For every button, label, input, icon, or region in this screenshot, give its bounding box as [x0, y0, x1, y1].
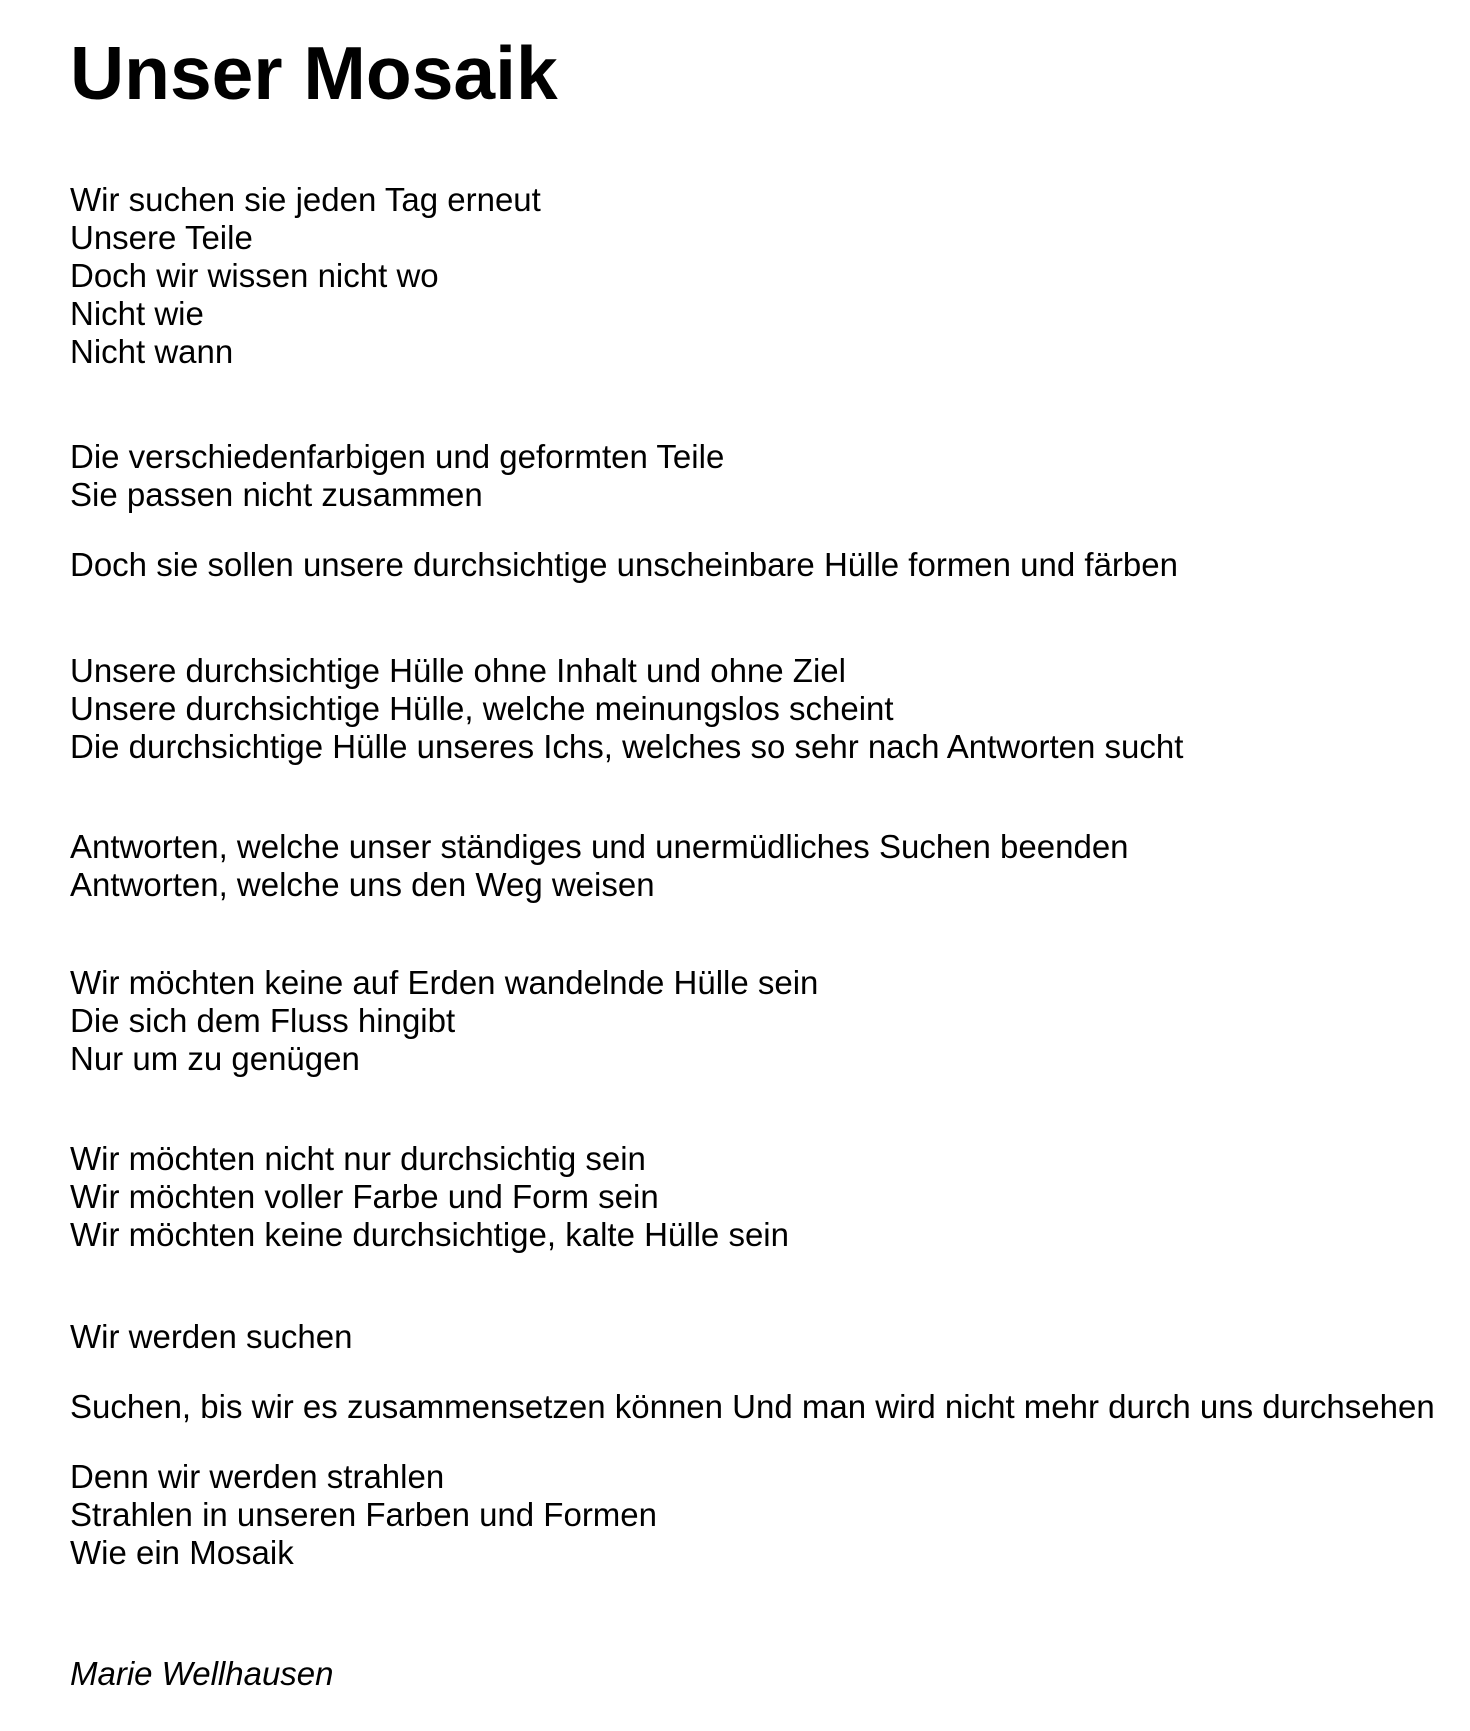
poem-line: Strahlen in unseren Farben und Formen [70, 1496, 658, 1533]
poem-line: Denn wir werden strahlen [70, 1458, 445, 1495]
poem-line: Suchen, bis wir es zusammensetzen können Und man wird nicht mehr durch uns durchsehen [70, 1388, 1435, 1425]
poem-line: Nur um zu genügen [70, 1040, 360, 1077]
poem-line: Nicht wann [70, 333, 234, 370]
poem-line: Wir möchten voller Farbe und Form sein [70, 1178, 659, 1215]
stanza-3 [70, 546, 1410, 584]
poem-line: Sie passen nicht zusammen [70, 476, 483, 513]
stanza-9 [70, 1388, 1435, 1426]
poem-line: Unsere durchsichtige Hülle ohne Inhalt und ohne Ziel [70, 652, 846, 689]
poem-line: Wir möchten keine durchsichtige, kalte Hülle sein [70, 1216, 789, 1253]
poem-line: Doch sie sollen unsere durchsichtige unscheinbare Hülle formen und färben [70, 546, 1178, 583]
poem-line: Wir suchen sie jeden Tag erneut [70, 181, 541, 218]
poem-line: Wir möchten nicht nur durchsichtig sein [70, 1140, 646, 1177]
poem-line: Die verschiedenfarbigen und geformten Teile [70, 438, 725, 475]
poem-line: Die durchsichtige Hülle unseres Ichs, welches so sehr nach Antworten sucht [70, 728, 1184, 765]
poem-line: Nicht wie [70, 295, 204, 332]
stanza-4 [70, 652, 1410, 766]
poem-line: Wie ein Mosaik [70, 1534, 294, 1571]
stanza-8 [70, 1318, 1410, 1356]
poem-line: Die sich dem Fluss hingibt [70, 1002, 456, 1039]
stanza-1 [70, 181, 1410, 371]
page-title: Unser Mosaik [70, 31, 558, 115]
stanza-10 [70, 1458, 1410, 1572]
poem-line: Wir werden suchen [70, 1318, 353, 1355]
stanza-6 [70, 964, 1410, 1078]
poem-line: Unsere durchsichtige Hülle, welche meinungslos scheint [70, 690, 894, 727]
poem-line: Wir möchten keine auf Erden wandelnde Hülle sein [70, 964, 819, 1001]
stanza-7 [70, 1140, 1410, 1254]
poem-line: Unsere Teile [70, 219, 253, 256]
poem-line: Doch wir wissen nicht wo [70, 257, 439, 294]
author-credit: Marie Wellhausen [70, 1655, 334, 1692]
poem-line: Antworten, welche uns den Weg weisen [70, 866, 655, 903]
stanza-5 [70, 828, 1410, 904]
poem-line: Antworten, welche unser ständiges und unermüdliches Suchen beenden [70, 828, 1129, 865]
stanza-2 [70, 438, 1410, 514]
